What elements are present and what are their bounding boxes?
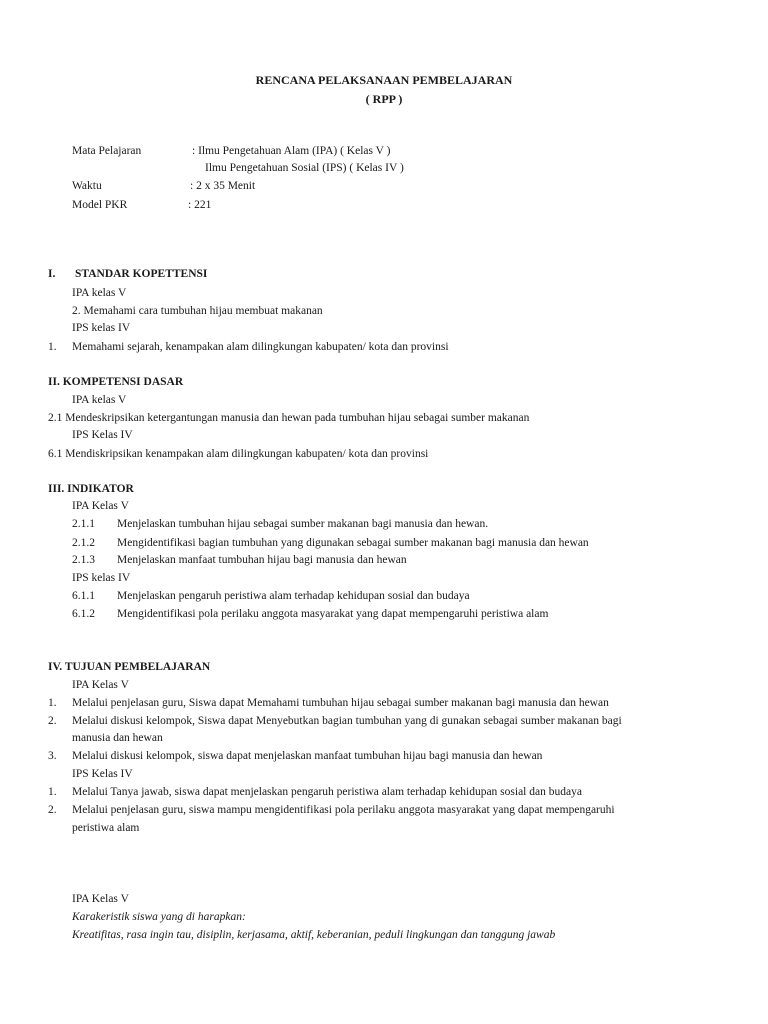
section-2-ips-item: 6.1 Mendiskripsikan kenampakan alam dilingkungan kabupaten/ kota dan provinsi (48, 448, 429, 460)
mata-pelajaran-label: Mata Pelajaran (72, 145, 142, 157)
objective-text: Melalui penjelasan guru, siswa mampu mengidentifikasi pola perilaku anggota masyarakat yang dapat mempengaruhi (72, 804, 615, 816)
section-2-ipa-item: 2.1 Mendeskripsikan ketergantungan manusia dan hewan pada tumbuhan hijau sebagai sumber makanan (48, 412, 530, 424)
objective-number: 3. (48, 750, 57, 762)
objective-text: Melalui diskusi kelompok, siswa dapat menjelaskan manfaat tumbuhan hijau bagi manusia dan hewan (72, 750, 543, 762)
objective-text: Melalui penjelasan guru, Siswa dapat Memahami tumbuhan hijau sebagai sumber makanan bagi manusia dan hewan (72, 697, 609, 709)
indicator-text: Menjelaskan tumbuhan hijau sebagai sumber makanan bagi manusia dan hewan. (117, 518, 489, 530)
indicator-number: 6.1.2 (72, 608, 95, 620)
karakter-list: Kreatifitas, rasa ingin tau, disiplin, kerjasama, aktif, keberanian, peduli lingkungan dan tanggung jawab (72, 929, 556, 941)
section-1-ips-item: Memahami sejarah, kenampakan alam dilingkungan kabupaten/ kota dan provinsi (72, 341, 449, 353)
section-1-ipa-item: 2. Memahami cara tumbuhan hijau membuat makanan (72, 305, 323, 317)
model-value: : 221 (188, 199, 212, 211)
section-1-ips-item-number: 1. (48, 341, 57, 353)
objective-text: Melalui Tanya jawab, siswa dapat menjelaskan pengaruh peristiwa alam terhadap kehidupan sosial dan budaya (72, 786, 582, 798)
objective-number: 1. (48, 786, 57, 798)
document-subtitle: ( RPP ) (365, 92, 403, 106)
section-3-ips-label: IPS kelas IV (72, 572, 131, 584)
section-2-ips-label: IPS Kelas IV (72, 429, 133, 441)
waktu-label: Waktu (72, 180, 102, 192)
document-title: RENCANA PELAKSANAAN PEMBELAJARAN (255, 73, 513, 87)
section-1-number: I. (48, 268, 56, 280)
waktu-value: : 2 x 35 Menit (190, 180, 256, 192)
indicator-number: 2.1.1 (72, 518, 95, 530)
indicator-number: 6.1.1 (72, 590, 95, 602)
objective-number: 2. (48, 715, 57, 727)
mata-pelajaran-value-2: Ilmu Pengetahuan Sosial (IPS) ( Kelas IV ) (205, 162, 404, 174)
indicator-number: 2.1.3 (72, 554, 95, 566)
indicator-text: Menjelaskan manfaat tumbuhan hijau bagi manusia dan hewan (117, 554, 407, 566)
section-1-ips-label: IPS kelas IV (72, 322, 131, 334)
objective-number: 1. (48, 697, 57, 709)
section-4-ipa-label: IPA Kelas V (72, 679, 129, 691)
footer-ipa-label: IPA Kelas V (72, 893, 129, 905)
indicator-text: Mengidentifikasi pola perilaku anggota masyarakat yang dapat mempengaruhi peristiwa alam (117, 608, 549, 620)
karakter-label: Karakeristik siswa yang di harapkan: (72, 911, 246, 923)
objective-text: Melalui diskusi kelompok, Siswa dapat Menyebutkan bagian tumbuhan yang di gunakan sebagai sumber makanan bagi (72, 715, 622, 727)
section-1-heading: STANDAR KOPETTENSI (75, 268, 208, 280)
section-4-heading: IV. TUJUAN PEMBELAJARAN (48, 661, 211, 673)
section-1-ipa-label: IPA kelas V (72, 287, 127, 299)
section-3-ipa-label: IPA Kelas V (72, 500, 129, 512)
mata-pelajaran-value: : Ilmu Pengetahuan Alam (IPA) ( Kelas V ) (192, 145, 391, 157)
indicator-text: Menjelaskan pengaruh peristiwa alam terhadap kehidupan sosial dan budaya (117, 590, 470, 602)
section-4-ips-label: IPS Kelas IV (72, 768, 133, 780)
section-2-ipa-label: IPA kelas V (72, 394, 127, 406)
objective-text-continued: peristiwa alam (72, 822, 140, 834)
section-2-heading: II. KOMPETENSI DASAR (48, 376, 184, 388)
section-3-heading: III. INDIKATOR (48, 483, 134, 495)
model-label: Model PKR (72, 199, 128, 211)
indicator-text: Mengidentifikasi bagian tumbuhan yang digunakan sebagai sumber makanan bagi manusia dan hewan (117, 537, 589, 549)
indicator-number: 2.1.2 (72, 537, 95, 549)
objective-number: 2. (48, 804, 57, 816)
objective-text-continued: manusia dan hewan (72, 732, 163, 744)
